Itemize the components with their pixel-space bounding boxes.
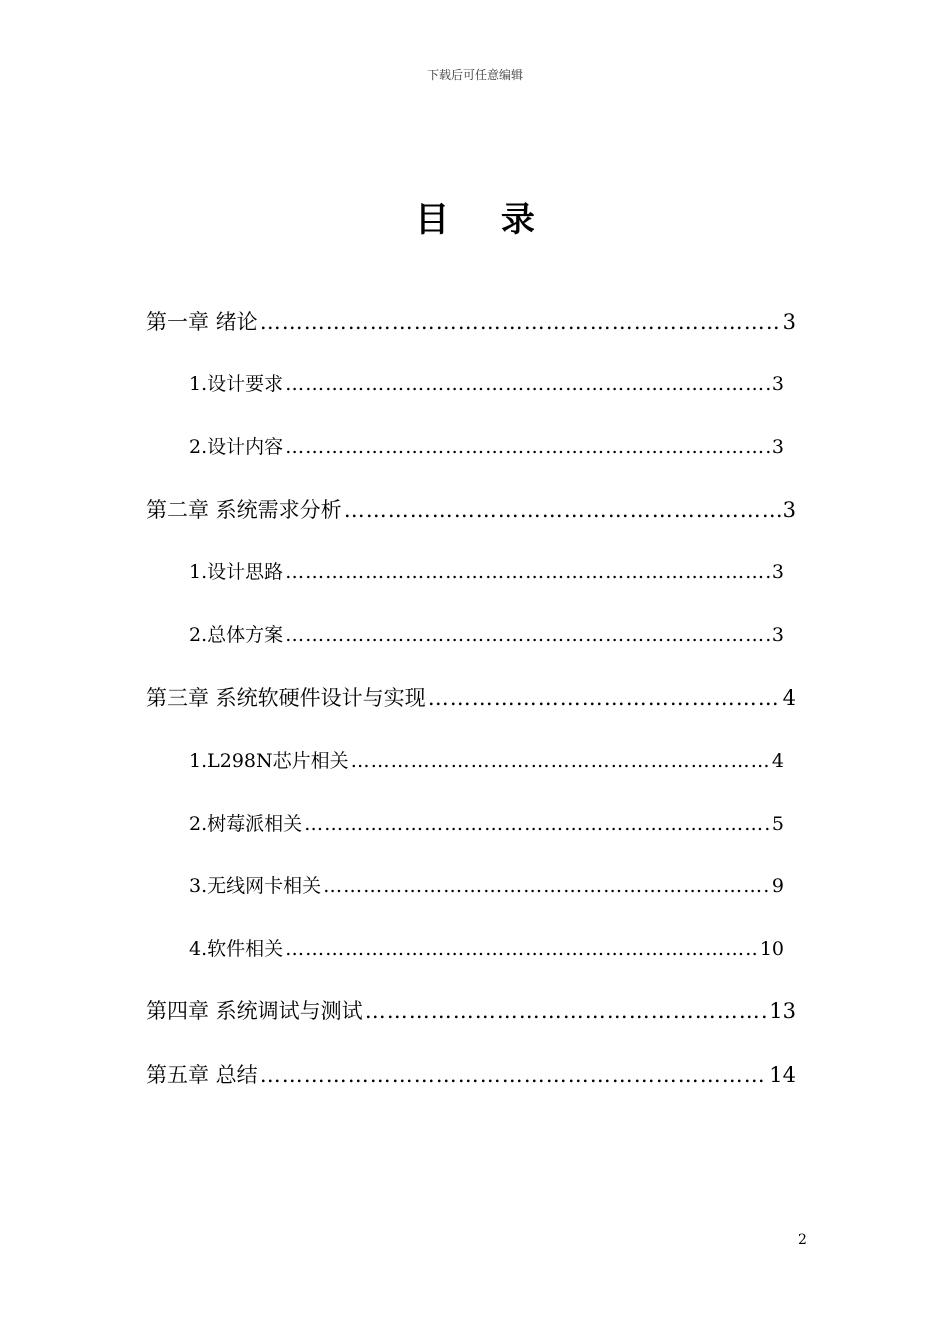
toc-entry-page: 3 xyxy=(782,498,796,522)
toc-entry-page: 10 xyxy=(759,938,784,960)
toc-entry-3-4[interactable] xyxy=(189,935,784,963)
toc-entry-chapter-4[interactable] xyxy=(146,997,796,1025)
toc-entry-chapter-2[interactable] xyxy=(146,496,796,524)
toc-leader-dots xyxy=(260,308,781,336)
toc-leader-dots xyxy=(285,433,770,461)
toc-leader-dots xyxy=(344,496,781,524)
toc-entry-page: 3 xyxy=(771,561,784,583)
toc-entry-page: 4 xyxy=(771,750,784,772)
toc-entry-2-2[interactable] xyxy=(189,621,784,649)
toc-entry-label: 第四章 系统调试与测试 xyxy=(146,999,363,1023)
toc-entry-chapter-5[interactable] xyxy=(146,1061,796,1089)
toc-entry-label: 1.L298N芯片相关 xyxy=(189,750,349,772)
toc-leader-dots xyxy=(285,370,770,398)
toc-entry-label: 2.设计内容 xyxy=(189,436,284,458)
toc-entry-page: 3 xyxy=(771,624,784,646)
toc-entry-1-2[interactable] xyxy=(189,433,784,461)
toc-entry-label: 1.设计思路 xyxy=(189,561,284,583)
toc-entry-page: 3 xyxy=(782,310,796,334)
toc-entry-3-3[interactable] xyxy=(189,872,784,900)
toc-leader-dots xyxy=(260,1061,768,1089)
toc-leader-dots xyxy=(351,747,770,775)
toc-entry-label: 2.树莓派相关 xyxy=(189,813,303,835)
toc-entry-page: 13 xyxy=(769,999,796,1023)
toc-entry-label: 4.软件相关 xyxy=(189,938,284,960)
toc-entry-page: 3 xyxy=(771,436,784,458)
toc-entry-label: 第三章 系统软硬件设计与实现 xyxy=(146,686,426,710)
toc-entry-label: 2.总体方案 xyxy=(189,624,284,646)
toc-entry-2-1[interactable] xyxy=(189,558,784,586)
page-number: 2 xyxy=(798,1232,807,1248)
toc-entry-page: 14 xyxy=(769,1063,796,1087)
toc-leader-dots xyxy=(323,872,770,900)
toc-leader-dots xyxy=(285,621,770,649)
toc-entry-page: 4 xyxy=(782,686,796,710)
toc-entry-chapter-3[interactable] xyxy=(146,684,796,712)
toc-entry-label: 第五章 总结 xyxy=(146,1063,258,1087)
toc-entry-page: 5 xyxy=(771,813,784,835)
toc-entry-label: 3.无线网卡相关 xyxy=(189,875,322,897)
toc-leader-dots xyxy=(365,997,768,1025)
toc-entry-3-2[interactable] xyxy=(189,810,784,838)
toc-entry-1-1[interactable] xyxy=(189,370,784,398)
toc-entry-label: 第二章 系统需求分析 xyxy=(146,498,342,522)
toc-leader-dots xyxy=(285,935,758,963)
toc-entry-label: 第一章 绪论 xyxy=(146,310,258,334)
toc-entry-page: 9 xyxy=(771,875,784,897)
header-note: 下载后可任意编辑 xyxy=(426,68,523,82)
toc-entry-label: 1.设计要求 xyxy=(189,373,284,395)
toc-entry-chapter-1[interactable] xyxy=(146,308,796,336)
toc-leader-dots xyxy=(428,684,781,712)
toc-entry-page: 3 xyxy=(771,373,784,395)
toc-title: 目 录 xyxy=(415,200,555,240)
toc-leader-dots xyxy=(285,558,770,586)
toc-leader-dots xyxy=(304,810,770,838)
toc-entry-3-1[interactable] xyxy=(189,747,784,775)
